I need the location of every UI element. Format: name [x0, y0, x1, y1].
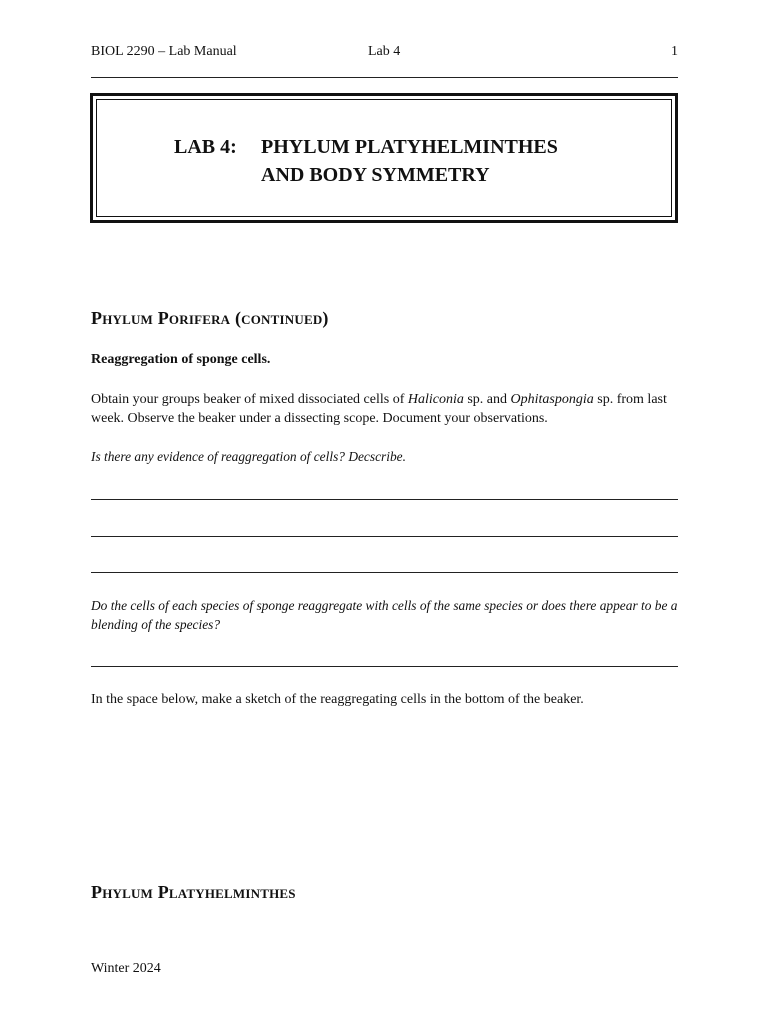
instructions-text-3: sp. from last week. Observe the beaker under a dissecting scope. Document your observations.: [91, 392, 667, 426]
species-name-haliconia: Haliconia: [407, 392, 464, 407]
answer-line-4[interactable]: [91, 666, 678, 667]
page-footer-term: Winter 2024: [91, 961, 161, 976]
species-name-ophitaspongia: Ophitaspongia: [510, 392, 594, 407]
header-divider: [91, 77, 678, 78]
answer-line-1[interactable]: [91, 499, 678, 500]
answer-line-3[interactable]: [91, 572, 678, 573]
subheading-reaggregation: Reaggregation of sponge cells.: [91, 352, 271, 367]
instructions-text-2: sp. and: [463, 392, 511, 407]
page-header: [91, 44, 678, 64]
instructions-paragraph: [91, 390, 681, 428]
answer-line-2[interactable]: [91, 536, 678, 537]
title-lab-label: LAB 4:: [174, 136, 237, 158]
section-heading-porifera: Phylum Porifera (continued): [91, 308, 329, 328]
header-course: BIOL 2290 – Lab Manual: [91, 44, 237, 59]
section-heading-platyhelminthes: Phylum Platyhelminthes: [91, 882, 296, 902]
question-reaggregation-evidence: Is there any evidence of reaggregation of cells? Decscribe.: [91, 449, 406, 464]
question-species-blending: Do the cells of each species of sponge reaggregate with cells of the same species or does there appear to be a blending of the species?: [91, 598, 678, 632]
sketch-instruction: In the space below, make a sketch of the reaggregating cells in the bottom of the beaker.: [91, 692, 584, 707]
instructions-text-1: Obtain your groups beaker of mixed dissociated cells of: [91, 392, 408, 407]
title-line-1: PHYLUM PLATYHELMINTHES: [261, 136, 558, 158]
header-page-number: 1: [671, 44, 678, 59]
title-line-2: AND BODY SYMMETRY: [261, 164, 490, 186]
header-lab: Lab 4: [368, 44, 401, 59]
